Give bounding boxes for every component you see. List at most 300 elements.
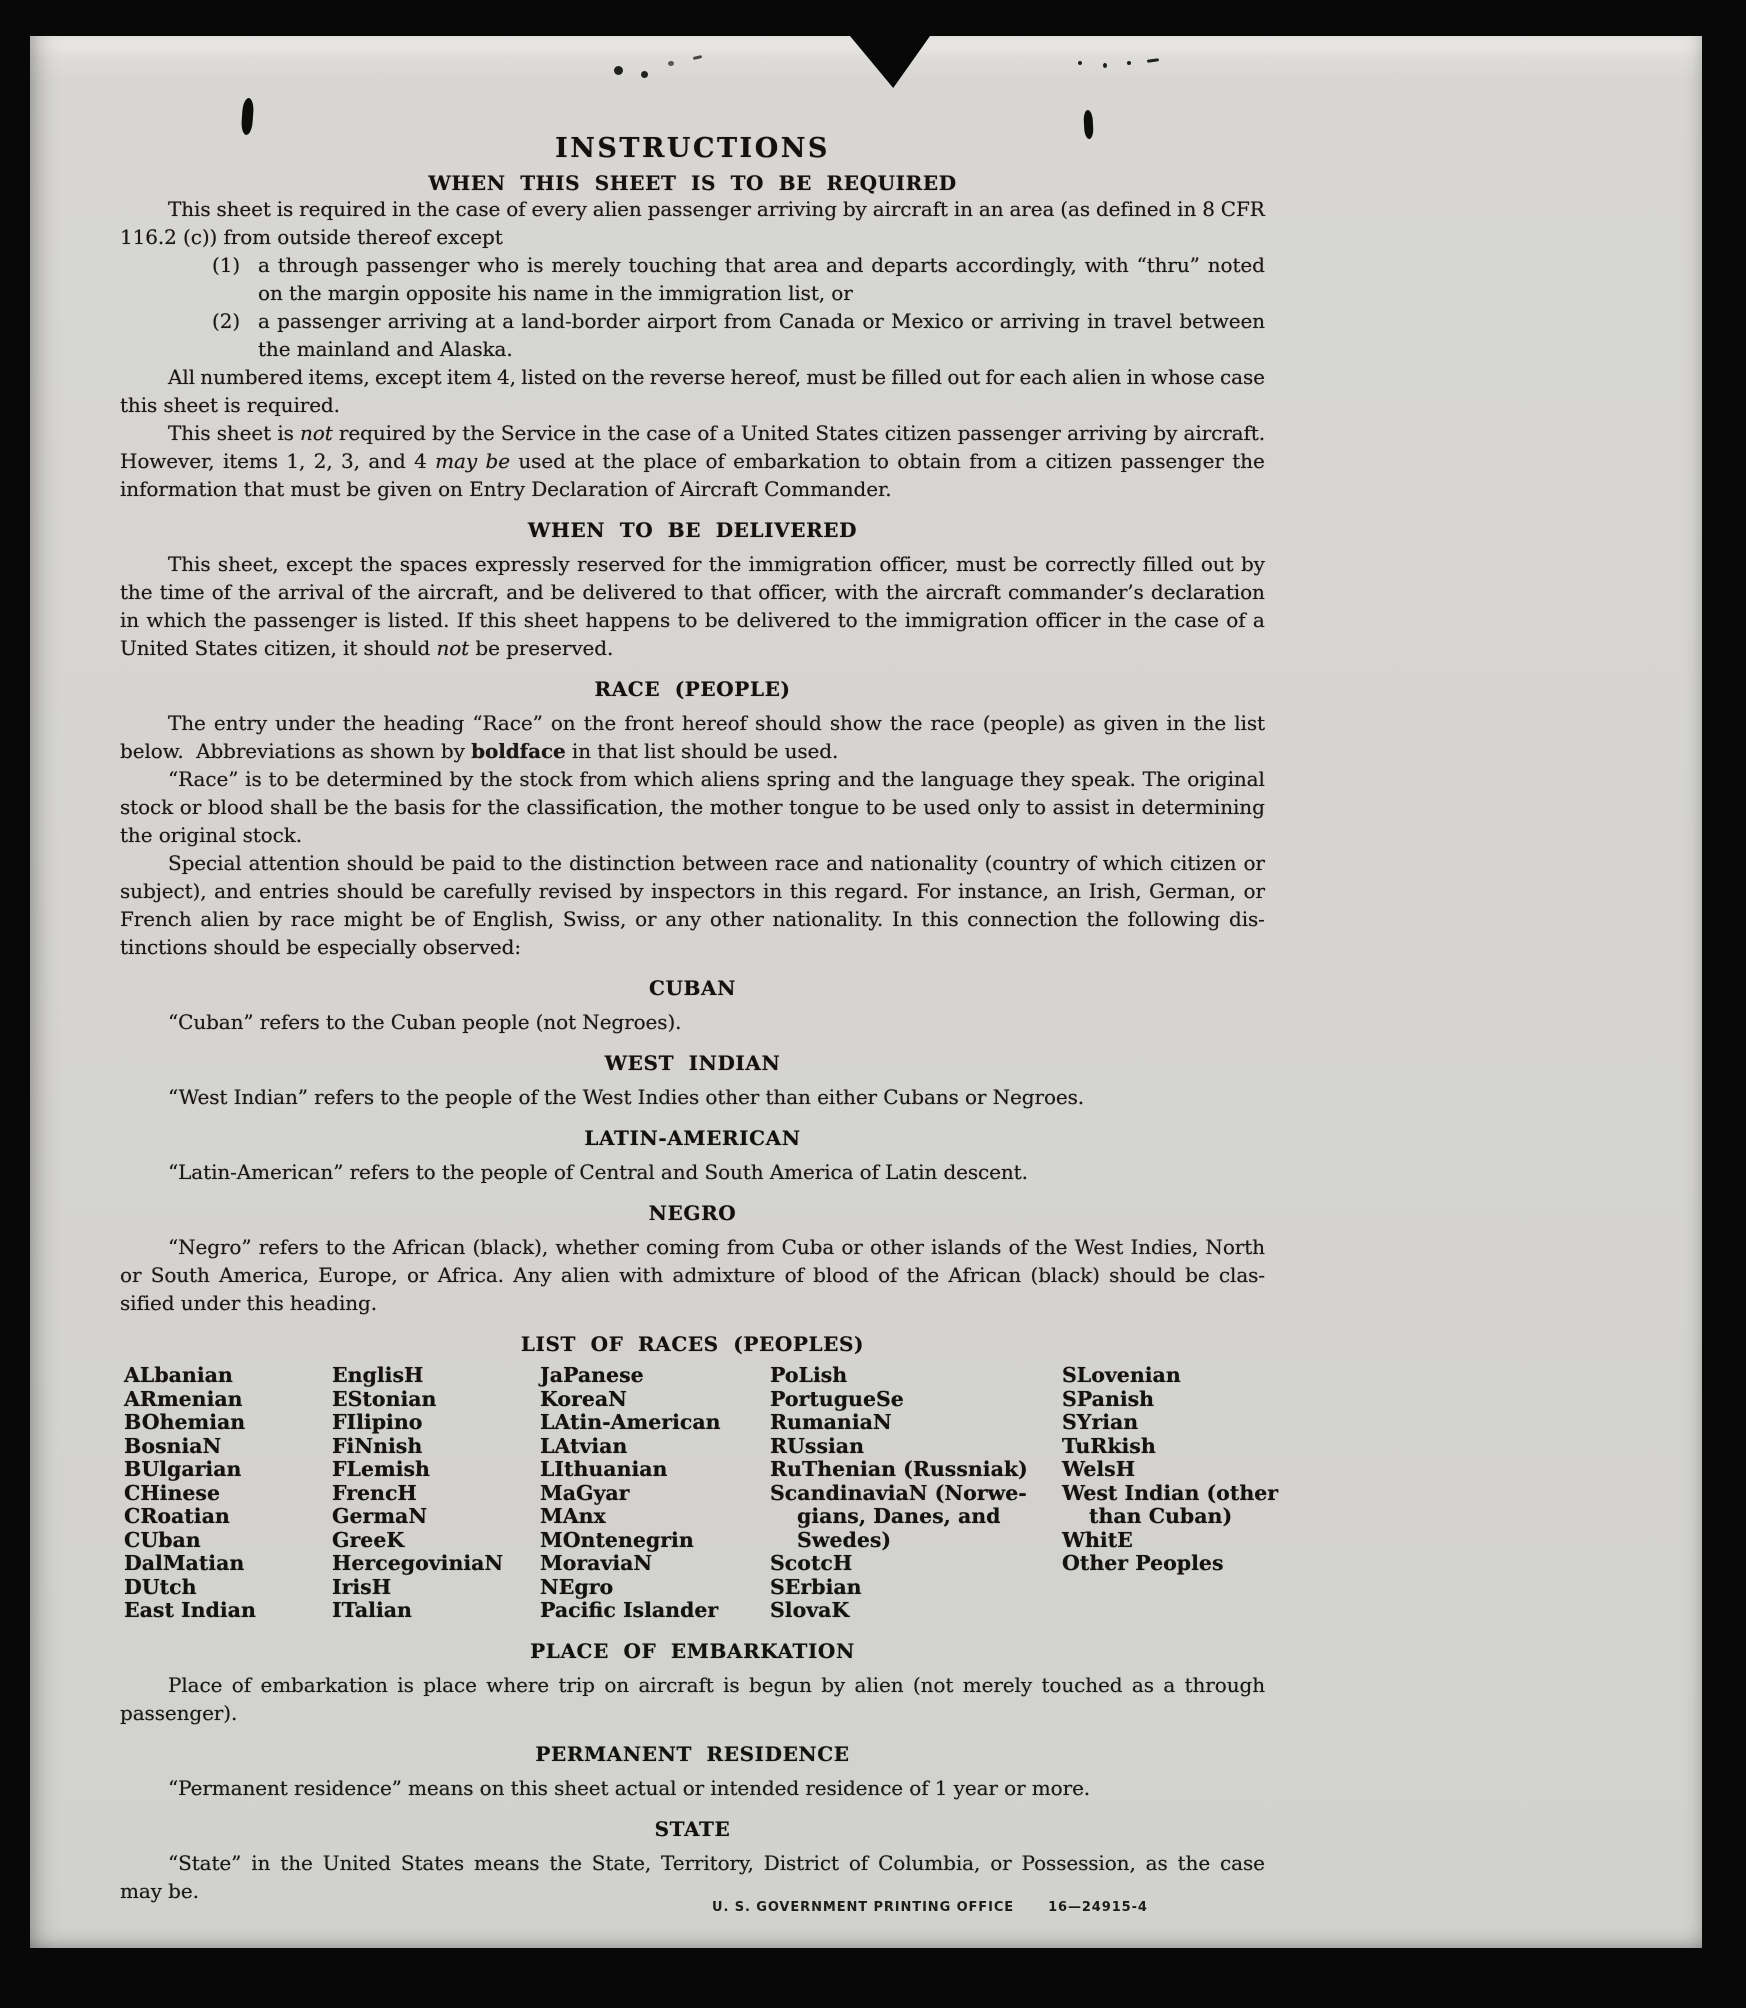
word: or: [990, 1851, 1012, 1875]
word: sheet: [216, 421, 272, 445]
word: determining: [1141, 795, 1265, 819]
word: United: [740, 421, 810, 445]
text-segment: on the margin opposite his name in the immigration list, or: [258, 281, 853, 305]
race-item: FIlipino: [332, 1410, 423, 1434]
word: this: [479, 608, 517, 632]
word: departs: [871, 253, 948, 277]
word: The: [168, 711, 206, 735]
word: revised: [538, 879, 612, 903]
race-item: CRoatian: [124, 1504, 230, 1528]
word: to: [677, 608, 698, 632]
word: connection: [967, 907, 1078, 931]
paragraph: [120, 251, 1265, 307]
paragraph: [120, 849, 1265, 961]
word: citizen: [1169, 851, 1237, 875]
word: to: [868, 449, 889, 473]
ink-blot: [241, 98, 255, 136]
word: given: [1103, 711, 1159, 735]
section-heading: PERMANENT RESIDENCE: [535, 1742, 850, 1766]
section-heading: WHEN TO BE DELIVERED: [527, 518, 858, 542]
word: the: [120, 580, 153, 604]
word: CFR: [1220, 197, 1265, 221]
word: time: [159, 580, 205, 604]
paragraph-line: [120, 737, 1265, 765]
text-segment: “Cuban” refers to the Cuban people (not Negroes).: [168, 1010, 682, 1034]
paragraph-line: [120, 391, 1265, 419]
word: Columbia,: [878, 1851, 981, 1875]
word: Territory,: [661, 1851, 754, 1875]
section-heading: WHEN THIS SHEET IS TO BE REQUIRED: [428, 171, 957, 195]
word: a: [502, 309, 515, 333]
word: stock: [519, 767, 573, 791]
word: arriving: [999, 309, 1080, 333]
word: or: [862, 309, 884, 333]
race-item: BOhemian: [124, 1410, 246, 1434]
word: 2,: [313, 449, 333, 473]
word: delivered: [736, 608, 831, 632]
paragraph-line: [258, 251, 1265, 279]
word: of: [351, 580, 371, 604]
race-item: EStonian: [332, 1386, 437, 1411]
word: by: [1240, 552, 1265, 576]
word: or: [1243, 851, 1265, 875]
word: mother: [709, 795, 783, 819]
word: with: [834, 580, 879, 604]
word: the: [611, 365, 645, 389]
paper-speck: [1078, 61, 1082, 65]
paragraph: [120, 419, 1265, 503]
word: to: [683, 580, 704, 604]
word: the: [213, 608, 247, 632]
paragraph: [120, 1671, 1265, 1727]
race-item: PoLish: [770, 1363, 848, 1387]
word: the: [280, 1851, 313, 1875]
race-item: NEgro: [540, 1574, 614, 1599]
word: a: [1025, 449, 1038, 473]
race-item: LIthuanian: [540, 1457, 668, 1481]
word: expressly: [474, 552, 570, 576]
paragraph-line: [120, 550, 1265, 578]
word: with: [1084, 253, 1129, 277]
paragraph: [120, 765, 1265, 849]
race-item: SLovenian: [1062, 1363, 1181, 1387]
word: passenger: [647, 197, 751, 221]
word: should: [336, 879, 404, 903]
paragraph: [120, 363, 1265, 419]
word: the: [1193, 711, 1227, 735]
word: of: [506, 197, 526, 221]
race-item: DUtch: [124, 1574, 197, 1599]
word: and: [826, 851, 864, 875]
word: District: [763, 1851, 839, 1875]
paragraph-line: [258, 335, 1265, 363]
race-item: ScotcH: [770, 1551, 853, 1575]
section-heading: LATIN-AMERICAN: [584, 1126, 801, 1150]
word: admixture: [672, 1263, 776, 1287]
word: dis-: [1229, 907, 1265, 931]
race-item: SlovaK: [770, 1598, 850, 1622]
race-item: CUban: [124, 1527, 201, 1552]
word: or: [406, 1263, 429, 1287]
word: might: [343, 907, 403, 931]
word: that: [710, 580, 752, 604]
word: speak.: [1071, 767, 1136, 791]
word: basis: [394, 795, 446, 819]
word: the: [1086, 907, 1119, 931]
race-item: ITalian: [332, 1598, 412, 1622]
race-column: [332, 1364, 503, 1623]
word: islands: [931, 1235, 1002, 1259]
word: on: [581, 365, 607, 389]
word: must: [806, 365, 857, 389]
word: the: [1232, 449, 1265, 473]
word: out: [947, 365, 981, 389]
word: the: [462, 421, 495, 445]
word: language: [921, 767, 1014, 791]
word: Canada: [778, 309, 855, 333]
word: with: [619, 1263, 664, 1287]
word: alien: [1072, 365, 1122, 389]
word: or: [179, 795, 202, 819]
race-item: DalMatian: [124, 1551, 245, 1575]
word: in: [1087, 309, 1107, 333]
word: heading: [383, 711, 465, 735]
text-segment: sified under this heading.: [120, 1291, 377, 1315]
word: officer: [1035, 608, 1101, 632]
word: nationality.: [772, 907, 884, 931]
word: immigration: [904, 608, 1029, 632]
word: an: [1056, 879, 1082, 903]
word: land-border: [521, 309, 640, 333]
word: be: [485, 449, 510, 473]
paragraph-line: [120, 1008, 1265, 1036]
word: embarkation: [260, 1673, 388, 1697]
word: by: [258, 907, 283, 931]
word: alien: [560, 1263, 610, 1287]
word: in: [1107, 608, 1127, 632]
item-number: (1): [212, 253, 241, 277]
word: race: [930, 711, 975, 735]
race-item: MAnx: [540, 1504, 606, 1528]
word: as: [1131, 1673, 1154, 1697]
word: passenger: [366, 253, 470, 277]
word: for: [672, 552, 702, 576]
word: from: [723, 309, 772, 333]
race-item: KoreaN: [540, 1386, 627, 1411]
paper-speck: [1103, 63, 1107, 68]
word: reserved: [576, 552, 666, 576]
word: case: [1220, 365, 1265, 389]
word: should: [755, 711, 822, 735]
word: happens: [585, 608, 671, 632]
word: correctly: [1045, 552, 1136, 576]
word: “thru”: [1136, 253, 1200, 277]
paragraph-line: [120, 1699, 1265, 1727]
word: sheet: [523, 608, 579, 632]
word: the: [529, 851, 562, 875]
paragraph: [120, 195, 1265, 251]
word: of: [444, 907, 464, 931]
race-item: East Indian: [124, 1598, 256, 1622]
paragraph-line: [120, 606, 1265, 634]
word: America,: [219, 1263, 309, 1287]
word: (not: [912, 1673, 954, 1697]
word: for: [452, 795, 481, 819]
word: to: [865, 795, 886, 819]
text-segment: information that must be given on Entry Declaration of Aircraft Commander.: [120, 477, 892, 501]
word: in: [582, 421, 602, 445]
paragraph-line: [120, 905, 1265, 933]
word: French: [120, 907, 192, 931]
word: aircraft: [638, 1673, 714, 1697]
word: listed.: [388, 608, 450, 632]
word: out: [1200, 552, 1234, 576]
word: 4,: [497, 365, 516, 389]
word: Any: [513, 1263, 552, 1287]
word: from: [579, 767, 627, 791]
word: in: [120, 608, 140, 632]
printing-office-footer: [712, 1900, 1148, 1915]
word: West: [1074, 1235, 1124, 1259]
word: airport: [646, 309, 717, 333]
word: begun: [749, 1673, 812, 1697]
word: instance,: [957, 879, 1049, 903]
paragraph-line: [258, 279, 1265, 307]
word: paid: [451, 851, 496, 875]
word: they: [1020, 767, 1065, 791]
section-heading: LIST OF RACES (PEOPLES): [520, 1332, 865, 1356]
paper-speck: [668, 61, 674, 66]
word: which: [146, 608, 207, 632]
word: and: [506, 580, 544, 604]
race-item: than Cuban): [1089, 1504, 1233, 1528]
word: is: [245, 767, 262, 791]
word: original: [1187, 767, 1265, 791]
word: This: [168, 421, 211, 445]
word: touching: [628, 253, 717, 277]
paragraph: [120, 1849, 1265, 1905]
word: carefully: [443, 879, 532, 903]
word: African: [392, 1235, 466, 1259]
word: The: [1142, 767, 1181, 791]
word: in: [1126, 365, 1146, 389]
word: clas-: [1218, 1263, 1265, 1287]
word: be: [411, 879, 436, 903]
word: subject),: [120, 879, 207, 903]
word: at: [475, 309, 495, 333]
word: Special: [168, 851, 242, 875]
race-item: FLemish: [332, 1457, 430, 1481]
word: the: [670, 795, 704, 819]
race-item: LAtin-American: [540, 1410, 721, 1434]
word: used: [923, 795, 971, 819]
word: States: [400, 1851, 465, 1875]
word: or: [1243, 879, 1265, 903]
word: (as: [1060, 197, 1090, 221]
word: defined: [1095, 197, 1172, 221]
word: the: [342, 711, 376, 735]
word: items: [222, 449, 278, 473]
section-heading: WEST INDIAN: [604, 1051, 781, 1075]
race-item: WelsH: [1062, 1457, 1136, 1481]
word: Mexico: [891, 309, 964, 333]
word: show: [829, 711, 882, 735]
word: trip: [558, 1673, 595, 1697]
paragraph-line: [120, 877, 1265, 905]
word: required: [338, 421, 426, 445]
word: to: [502, 851, 523, 875]
word: South: [150, 1263, 210, 1287]
word: This: [168, 552, 211, 576]
word: on: [550, 711, 576, 735]
word: be: [892, 795, 917, 819]
word: in: [1166, 711, 1186, 735]
word: State,: [591, 1851, 652, 1875]
paragraph-line: [120, 419, 1265, 447]
text-segment: may be.: [120, 1879, 199, 1903]
paragraph-line: [120, 195, 1265, 223]
word: 8: [1202, 197, 1215, 221]
race-item: MaGyar: [540, 1480, 630, 1505]
race-item: RUssian: [770, 1433, 864, 1458]
paragraph-line: [120, 578, 1265, 606]
word: entries: [259, 879, 330, 903]
word: of: [705, 449, 725, 473]
word: between: [682, 851, 768, 875]
word: where: [486, 1673, 550, 1697]
word: whose: [1151, 365, 1215, 389]
race-item: WhitE: [1062, 1527, 1133, 1552]
word: the: [607, 421, 641, 445]
word: For: [916, 879, 951, 903]
word: or: [120, 1263, 142, 1287]
word: be: [324, 795, 349, 819]
word: the: [352, 1235, 386, 1259]
race-item: Pacific Islander: [540, 1598, 719, 1622]
word: from: [726, 1235, 775, 1259]
paragraph-line: [120, 634, 1265, 662]
word: for: [985, 365, 1015, 389]
race-item: FiNnish: [332, 1433, 423, 1458]
instructions-text-column: [120, 133, 1279, 1905]
word: the: [906, 1263, 940, 1287]
word: following: [1127, 907, 1221, 931]
word: required: [299, 197, 387, 221]
word: place: [423, 1673, 477, 1697]
section-heading: NEGRO: [648, 1201, 737, 1225]
word: alien: [854, 1673, 904, 1697]
word: hereof: [681, 711, 747, 735]
word: touched: [1041, 1673, 1123, 1697]
section-heading: STATE: [654, 1817, 731, 1841]
paragraph-line: [258, 307, 1265, 335]
word: be: [550, 580, 576, 604]
word: except: [285, 552, 353, 576]
word: the: [487, 795, 520, 819]
race-item: MOntenegrin: [540, 1527, 694, 1552]
word: place: [643, 449, 697, 473]
word: an: [978, 197, 1004, 221]
word: and: [837, 767, 875, 791]
text-segment: below. Abbreviations as shown by: [120, 739, 472, 763]
word: to: [268, 767, 289, 791]
word: aliens: [700, 767, 760, 791]
word: the: [864, 608, 898, 632]
word: aircraft.: [1183, 421, 1265, 445]
word: 3,: [341, 449, 360, 473]
torn-edge-notch: [850, 36, 930, 88]
word: means: [474, 1851, 540, 1875]
race-item: SErbian: [770, 1574, 862, 1599]
paragraph-line: [120, 1774, 1265, 1802]
word: by: [1153, 421, 1178, 445]
word: blood: [207, 795, 264, 819]
word: should: [346, 851, 414, 875]
word: Service: [500, 421, 577, 445]
word: the: [1034, 1235, 1068, 1259]
word: the: [1134, 608, 1167, 632]
races-list: [120, 1363, 1279, 1624]
paragraph-line: [120, 1671, 1265, 1699]
word: citizen: [1045, 449, 1113, 473]
race-item: BUlgarian: [124, 1457, 242, 1481]
text-segment: 116.2 (c)) from outside thereof except: [120, 225, 503, 249]
word: officer,: [879, 552, 949, 576]
document-sheet: [30, 36, 1702, 1948]
word: classification,: [526, 795, 665, 819]
word: assist: [1052, 795, 1110, 819]
word: any: [665, 907, 702, 931]
word: at: [574, 449, 594, 473]
race-item: IrisH: [332, 1574, 392, 1599]
race-item: TuRkish: [1062, 1433, 1156, 1458]
word: alien: [592, 197, 642, 221]
word: stock: [120, 795, 174, 819]
race-column: [540, 1364, 721, 1623]
word: and: [368, 449, 406, 473]
word: on: [604, 1673, 630, 1697]
word: to: [837, 608, 858, 632]
race-item: RuThenian (Russniak): [770, 1457, 1028, 1481]
race-column: [770, 1364, 1028, 1623]
footer-printer: U. S. GOVERNMENT PRINTING OFFICE: [712, 1900, 1015, 1915]
paragraph: [120, 1774, 1265, 1802]
race-item: SPanish: [1062, 1386, 1155, 1411]
word: a: [1252, 608, 1265, 632]
paragraph-line: [120, 765, 1265, 793]
paragraph: [120, 709, 1265, 765]
paragraph-line: [120, 821, 1265, 849]
word: this: [921, 907, 959, 931]
word: embarkation: [733, 449, 861, 473]
word: Africa.: [437, 1263, 504, 1287]
word: (black),: [472, 1235, 549, 1259]
text-segment: “Latin-American” refers to the people of Central and South America of Latin descent.: [168, 1160, 1028, 1184]
race-item: CHinese: [124, 1480, 221, 1505]
word: North: [1205, 1235, 1265, 1259]
word: a: [1163, 1673, 1176, 1697]
page-title: INSTRUCTIONS: [555, 133, 830, 164]
paragraph: [120, 1008, 1265, 1036]
word: case: [1174, 608, 1219, 632]
word: under: [275, 711, 335, 735]
word: or: [841, 1235, 863, 1259]
paragraph: [120, 1083, 1265, 1111]
text-segment: not: [436, 636, 470, 660]
word: merely: [551, 253, 621, 277]
word: of: [878, 1263, 898, 1287]
word: items,: [308, 365, 370, 389]
